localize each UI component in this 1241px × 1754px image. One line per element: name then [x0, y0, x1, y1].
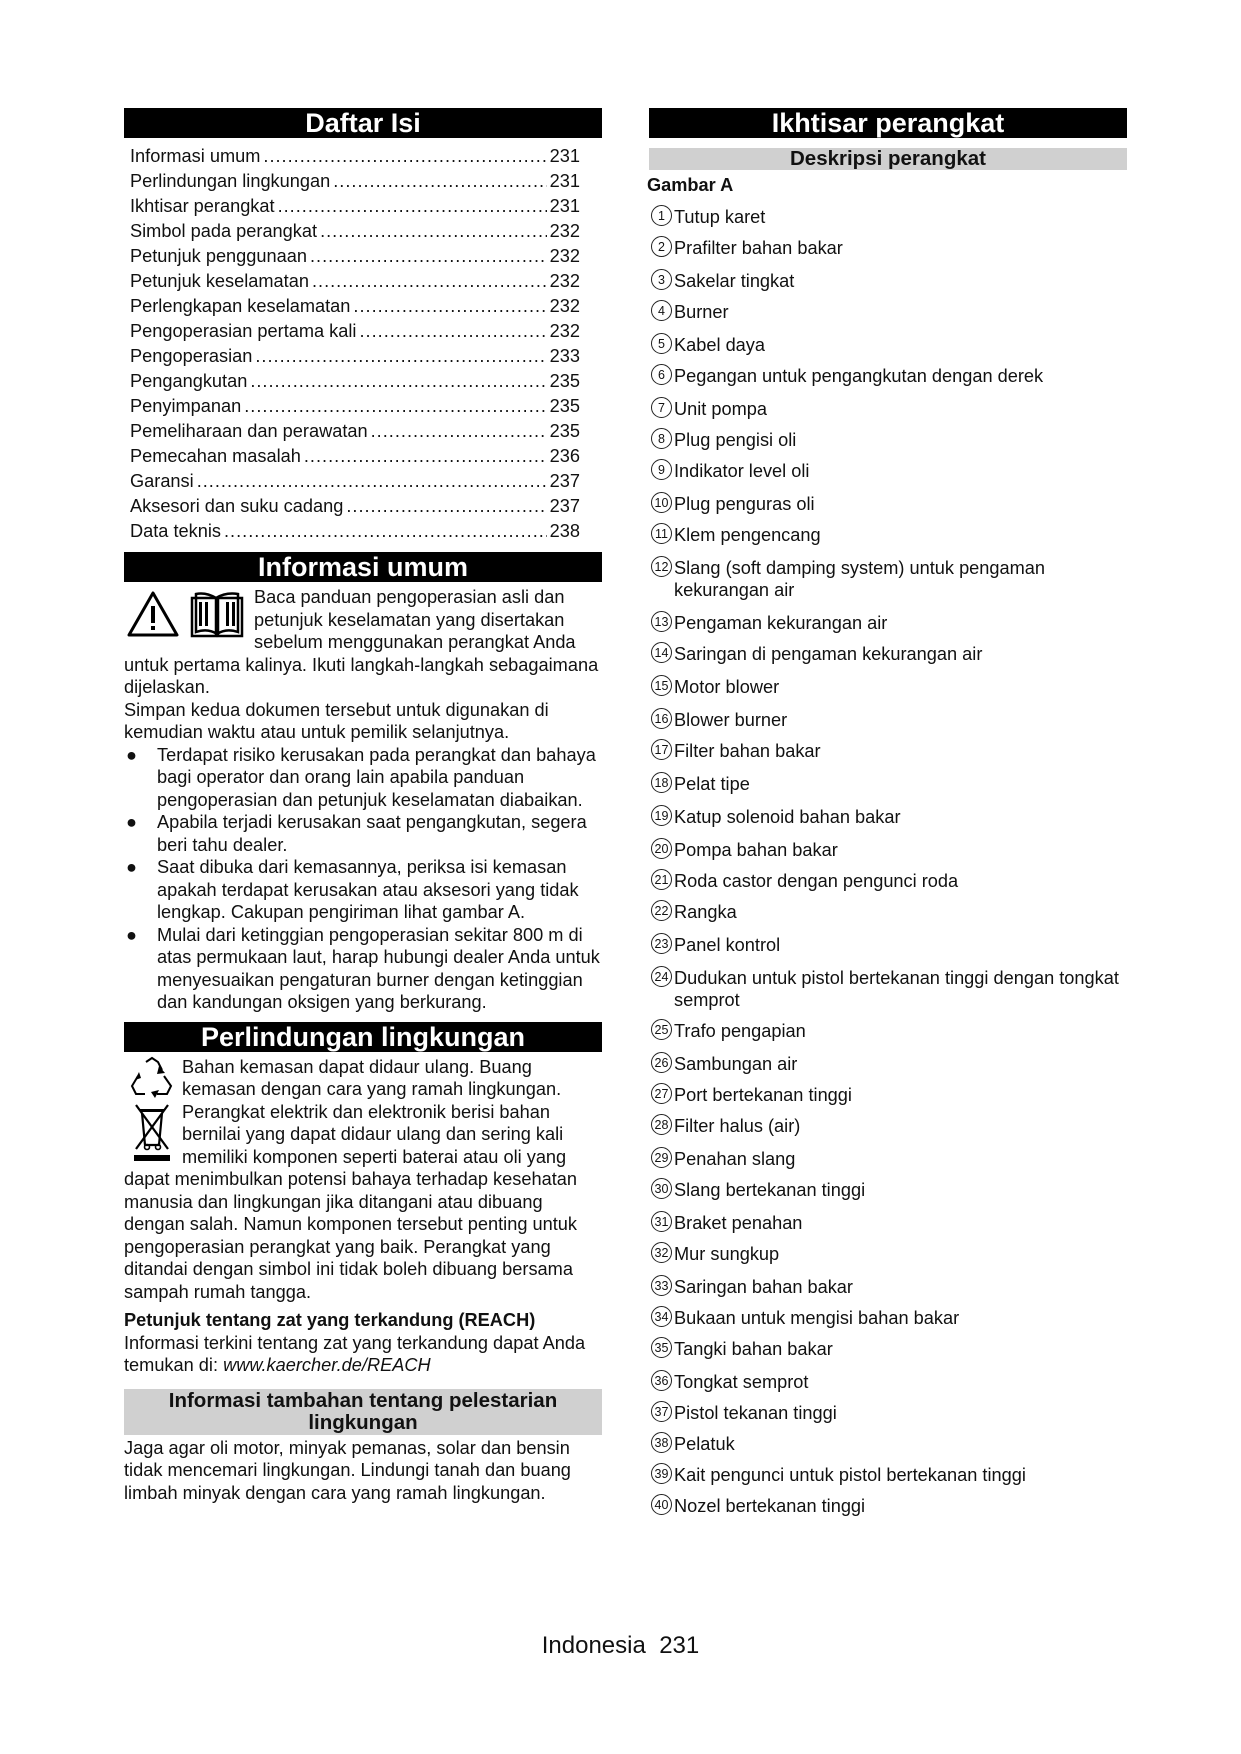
part-number: 17: [651, 739, 672, 760]
part-number: 14: [651, 642, 672, 663]
part-item: [649, 1147, 1127, 1170]
part-label: Roda castor dengan pengunci roda: [674, 871, 959, 891]
part-number: 20: [651, 838, 672, 859]
part-label: Port bertekanan tinggi: [674, 1085, 852, 1105]
part-label: Filter halus (air): [674, 1116, 801, 1136]
part-item: [649, 1019, 1127, 1042]
toc-item[interactable]: [130, 194, 580, 219]
part-label: Dudukan untuk pistol bertekanan tinggi dengan tongkat semprot: [674, 968, 1119, 1010]
reach-link[interactable]: www.kaercher.de/REACH: [223, 1355, 431, 1375]
bullet-symbol: ●: [126, 812, 137, 832]
part-item: [649, 269, 1127, 292]
toc-dots: [312, 269, 547, 294]
toc-item-page: 235: [549, 396, 580, 416]
part-number: 32: [651, 1242, 672, 1263]
bullet-item: [124, 924, 602, 1014]
toc-item[interactable]: [130, 494, 580, 519]
toc-item-page: 232: [549, 321, 580, 341]
part-label: Bukaan untuk mengisi bahan bakar: [674, 1308, 960, 1328]
toc-item-label: Penyimpanan: [130, 396, 242, 416]
part-label: Kait pengunci untuk pistol bertekanan tinggi: [674, 1465, 1026, 1485]
toc-item[interactable]: [130, 469, 580, 494]
part-item: [649, 869, 1127, 892]
part-label: Sambungan air: [674, 1054, 798, 1074]
part-label: Braket penahan: [674, 1213, 803, 1233]
toc-item[interactable]: [130, 144, 580, 169]
part-item: [649, 611, 1127, 634]
env-extra-heading: Informasi tambahan tentang pelestarian lingkungan: [124, 1389, 602, 1435]
part-item: [649, 772, 1127, 795]
recycle-icon: [128, 1056, 176, 1100]
toc-dots: [346, 494, 546, 519]
toc-item-label: Garansi: [130, 471, 194, 491]
part-number: 31: [651, 1211, 672, 1232]
part-label: Blower burner: [674, 710, 788, 730]
part-number: 1: [651, 205, 672, 226]
toc-item[interactable]: [130, 319, 580, 344]
part-number: 39: [651, 1463, 672, 1484]
part-label: Slang bertekanan tinggi: [674, 1180, 866, 1200]
env-recycle-text: Bahan kemasan dapat didaur ulang. Buang kemasan dengan cara yang ramah lingkungan.: [182, 1056, 562, 1099]
toc-item[interactable]: [130, 169, 580, 194]
part-label: Kabel daya: [674, 335, 766, 355]
part-label: Slang (soft damping system) untuk pengaman kekurangan air: [674, 558, 1046, 600]
part-number: 34: [651, 1306, 672, 1327]
bullet-item: [124, 744, 602, 812]
part-number: 3: [651, 269, 672, 290]
bullet-symbol: ●: [126, 744, 137, 765]
part-item: [649, 739, 1127, 762]
toc-item-page: 233: [549, 346, 580, 366]
part-number: 12: [651, 556, 672, 577]
part-number: 2: [651, 236, 672, 257]
info-icons: [126, 590, 246, 640]
crossed-bin-icon: [128, 1101, 176, 1163]
info-section: [124, 586, 602, 1014]
toc-item-page: 237: [549, 471, 580, 491]
page-number: 231: [659, 1632, 700, 1659]
part-number: 19: [651, 805, 672, 826]
toc-item-label: Informasi umum: [130, 146, 261, 166]
part-number: 30: [651, 1178, 672, 1199]
part-number: 11: [651, 523, 672, 544]
toc-item-page: 238: [549, 521, 580, 541]
toc-dots: [304, 444, 547, 469]
toc-item[interactable]: [130, 419, 580, 444]
part-label: Pelat tipe: [674, 774, 750, 794]
part-item: [649, 1242, 1127, 1265]
part-item: [649, 1337, 1127, 1360]
part-item: [649, 642, 1127, 665]
env-heading: Perlindungan lingkungan: [124, 1022, 602, 1052]
part-label: Prafilter bahan bakar: [674, 238, 843, 258]
toc-item-page: 232: [549, 221, 580, 241]
part-item: [649, 300, 1127, 323]
part-label: Trafo pengapian: [674, 1021, 806, 1041]
toc-item-page: 232: [549, 296, 580, 316]
part-item: [649, 333, 1127, 356]
toc-item-label: Pengangkutan: [130, 371, 248, 391]
toc-item-page: 231: [549, 146, 580, 166]
part-label: Klem pengencang: [674, 525, 821, 545]
part-label: Tutup karet: [674, 207, 766, 227]
toc-item-page: 235: [549, 371, 580, 391]
part-number: 33: [651, 1275, 672, 1296]
toc-item-label: Petunjuk penggunaan: [130, 246, 307, 266]
part-number: 8: [651, 428, 672, 449]
part-item: [649, 428, 1127, 451]
part-item: [649, 1083, 1127, 1106]
part-number: 7: [651, 397, 672, 418]
toc-dots: [310, 244, 547, 269]
page-footer: [0, 1632, 1241, 1660]
part-item: [649, 900, 1127, 923]
toc-dots: [371, 419, 547, 444]
toc-item-label: Aksesori dan suku cadang: [130, 496, 344, 516]
part-label: Plug pengisi oli: [674, 430, 797, 450]
toc-dots: [244, 394, 546, 419]
bullet-item: [124, 811, 602, 856]
part-number: 36: [651, 1370, 672, 1391]
toc-dots: [278, 194, 547, 219]
toc-item-label: Data teknis: [130, 521, 221, 541]
part-label: Pistol tekanan tinggi: [674, 1403, 837, 1423]
left-column: [124, 108, 602, 1504]
part-label: Rangka: [674, 902, 737, 922]
toc-dots: [255, 344, 546, 369]
toc-item-page: 232: [549, 246, 580, 266]
part-item: [649, 236, 1127, 259]
bullet-text: Mulai dari ketinggian pengoperasian sekitar 800 m di atas permukaan laut, harap hubungi dealer Anda untuk menyesuaikan pengaturan burner dengan ketinggian dan kandungan oksigen yang berkurang.: [157, 924, 600, 1012]
toc-dots: [197, 469, 547, 494]
part-item: [649, 838, 1127, 861]
toc-dots: [224, 519, 547, 544]
toc-item-page: 237: [549, 496, 580, 516]
part-number: 35: [651, 1337, 672, 1358]
part-item: [649, 966, 1127, 1011]
toc-dots: [353, 294, 546, 319]
part-item: [649, 1178, 1127, 1201]
toc-item-label: Pemecahan masalah: [130, 446, 301, 466]
part-item: [649, 805, 1127, 828]
toc-dots: [320, 219, 547, 244]
toc-item-label: Ikhtisar perangkat: [130, 196, 275, 216]
overview-heading: Ikhtisar perangkat: [649, 108, 1127, 138]
part-number: 22: [651, 900, 672, 921]
part-label: Filter bahan bakar: [674, 741, 821, 761]
toc-item-label: Petunjuk keselamatan: [130, 271, 309, 291]
part-label: Penahan slang: [674, 1149, 796, 1169]
toc-item-label: Pemeliharaan dan perawatan: [130, 421, 368, 441]
env-extra-text: Jaga agar oli motor, minyak pemanas, solar dan bensin tidak mencemari lingkungan. Lindungi tanah dan buang limbah minyak dengan cara yang ramah lingkungan.: [124, 1437, 571, 1503]
part-label: Saringan bahan bakar: [674, 1277, 853, 1297]
part-label: Katup solenoid bahan bakar: [674, 807, 901, 827]
part-number: 29: [651, 1147, 672, 1168]
part-item: [649, 397, 1127, 420]
info-bullets: [124, 744, 602, 1014]
info-intro: Baca panduan pengoperasian asli dan petunjuk keselamatan yang disertakan sebelum menggunakan perangkat Anda untuk pertama kalinya. Ikuti langkah-langkah sebagaimana dijelaskan.: [124, 587, 599, 697]
part-label: Pengaman kekurangan air: [674, 613, 888, 633]
part-item: [649, 675, 1127, 698]
part-label: Motor blower: [674, 677, 780, 697]
right-column: [649, 108, 1127, 1517]
part-item: [649, 1211, 1127, 1234]
part-item: [649, 1114, 1127, 1137]
toc-item[interactable]: [130, 269, 580, 294]
part-number: 23: [651, 933, 672, 954]
toc-heading: Daftar Isi: [124, 108, 602, 138]
bullet-symbol: ●: [126, 924, 137, 945]
part-number: 24: [651, 966, 672, 987]
part-number: 18: [651, 772, 672, 793]
part-number: 9: [651, 459, 672, 480]
part-label: Saringan di pengaman kekurangan air: [674, 644, 983, 664]
part-label: Indikator level oli: [674, 461, 810, 481]
part-item: [649, 1494, 1127, 1517]
part-label: Burner: [674, 302, 729, 322]
part-number: 26: [651, 1052, 672, 1073]
part-number: 27: [651, 1083, 672, 1104]
part-label: Tongkat semprot: [674, 1372, 809, 1392]
toc-dots: [359, 319, 546, 344]
toc-dots: [263, 144, 546, 169]
figure-label: Gambar A: [647, 175, 734, 195]
part-number: 40: [651, 1494, 672, 1515]
part-number: 10: [651, 492, 672, 513]
part-label: Panel kontrol: [674, 935, 781, 955]
footer-language: Indonesia: [541, 1632, 646, 1659]
part-item: [649, 1401, 1127, 1424]
toc-item-label: Pengoperasian: [130, 346, 253, 366]
part-item: [649, 556, 1127, 601]
warning-triangle-icon: [126, 590, 180, 638]
part-label: Plug penguras oli: [674, 494, 815, 514]
toc-item-label: Pengoperasian pertama kali: [130, 321, 357, 341]
part-item: [649, 1052, 1127, 1075]
bullet-text: Saat dibuka dari kemasannya, periksa isi kemasan apakah terdapat kerusakan atau aksesori yang tidak lengkap. Cakupan pengiriman lihat gambar A.: [157, 857, 579, 922]
overview-subheading: Deskripsi perangkat: [649, 148, 1127, 170]
toc-item[interactable]: [130, 394, 580, 419]
part-item: [649, 1463, 1127, 1486]
bullet-symbol: ●: [126, 857, 137, 877]
env-section: [124, 1056, 602, 1505]
toc-item-page: 231: [549, 171, 580, 191]
reach-heading: Petunjuk tentang zat yang terkandung (REACH): [124, 1310, 536, 1330]
part-number: 28: [651, 1114, 672, 1135]
info-heading: Informasi umum: [124, 552, 602, 582]
bullet-text: Terdapat risiko kerusakan pada perangkat dan bahaya bagi operator dan orang lain apabila panduan pengoperasian dan petunjuk keselamatan diabaikan.: [157, 744, 596, 810]
reach-paragraph: [124, 1332, 602, 1377]
toc-item[interactable]: [130, 294, 580, 319]
part-number: 38: [651, 1432, 672, 1453]
part-item: [649, 205, 1127, 228]
part-label: Pompa bahan bakar: [674, 840, 838, 860]
toc-item-label: Perlengkapan keselamatan: [130, 296, 351, 316]
toc-dots: [250, 369, 546, 394]
env-weee-text: Perangkat elektrik dan elektronik berisi bahan bernilai yang dapat didaur ulang dan sering kali memiliki komponen seperti baterai atau oli yang dapat menimbulkan potensi bahaya terhadap kesehatan manusia dan lingkungan jika ditangani atau dibuang dengan salah. Namun komponen tersebut penting untuk pengoperasian perangkat yang baik. Perangkat yang ditandai dengan simbol ini tidak boleh dibuang bersama sampah rumah tangga.: [124, 1101, 577, 1302]
toc-item[interactable]: [130, 344, 580, 369]
part-number: 37: [651, 1401, 672, 1422]
part-item: [649, 459, 1127, 482]
toc-list: [130, 144, 602, 544]
part-label: Mur sungkup: [674, 1244, 780, 1264]
manual-book-icon: [188, 590, 246, 640]
part-number: 21: [651, 869, 672, 890]
part-label: Nozel bertekanan tinggi: [674, 1496, 866, 1516]
bullet-text: Apabila terjadi kerusakan saat pengangkutan, segera beri tahu dealer.: [157, 812, 587, 855]
part-number: 25: [651, 1019, 672, 1040]
part-number: 16: [651, 708, 672, 729]
part-item: [649, 523, 1127, 546]
toc-item-page: 232: [549, 271, 580, 291]
toc-item[interactable]: [130, 369, 580, 394]
toc-item[interactable]: [130, 519, 580, 544]
toc-item[interactable]: [130, 244, 580, 269]
toc-item[interactable]: [130, 444, 580, 469]
toc-item[interactable]: [130, 219, 580, 244]
toc-item-label: Perlindungan lingkungan: [130, 171, 331, 191]
parts-list: [649, 205, 1127, 1517]
toc-item-page: 236: [549, 446, 580, 466]
part-item: [649, 364, 1127, 387]
part-item: [649, 1275, 1127, 1298]
part-item: [649, 1306, 1127, 1329]
part-number: 5: [651, 333, 672, 354]
part-item: [649, 1370, 1127, 1393]
bullet-item: [124, 856, 602, 924]
part-label: Pelatuk: [674, 1434, 735, 1454]
part-label: Sakelar tingkat: [674, 271, 795, 291]
part-item: [649, 708, 1127, 731]
part-item: [649, 1432, 1127, 1455]
info-keep: Simpan kedua dokumen tersebut untuk digunakan di kemudian waktu atau untuk pemilik selanjutnya.: [124, 699, 549, 742]
part-label: Pegangan untuk pengangkutan dengan derek: [674, 366, 1044, 386]
part-label: Tangki bahan bakar: [674, 1339, 833, 1359]
toc-item-page: 235: [549, 421, 580, 441]
toc-item-label: Simbol pada perangkat: [130, 221, 318, 241]
part-number: 15: [651, 675, 672, 696]
part-item: [649, 933, 1127, 956]
part-item: [649, 492, 1127, 515]
part-number: 13: [651, 611, 672, 632]
part-number: 6: [651, 364, 672, 385]
toc-item-page: 231: [549, 196, 580, 216]
reach-text: Informasi terkini tentang zat yang terkandung dapat Anda temukan di:: [124, 1332, 586, 1375]
part-label: Unit pompa: [674, 399, 768, 419]
part-number: 4: [651, 300, 672, 321]
toc-dots: [333, 169, 546, 194]
